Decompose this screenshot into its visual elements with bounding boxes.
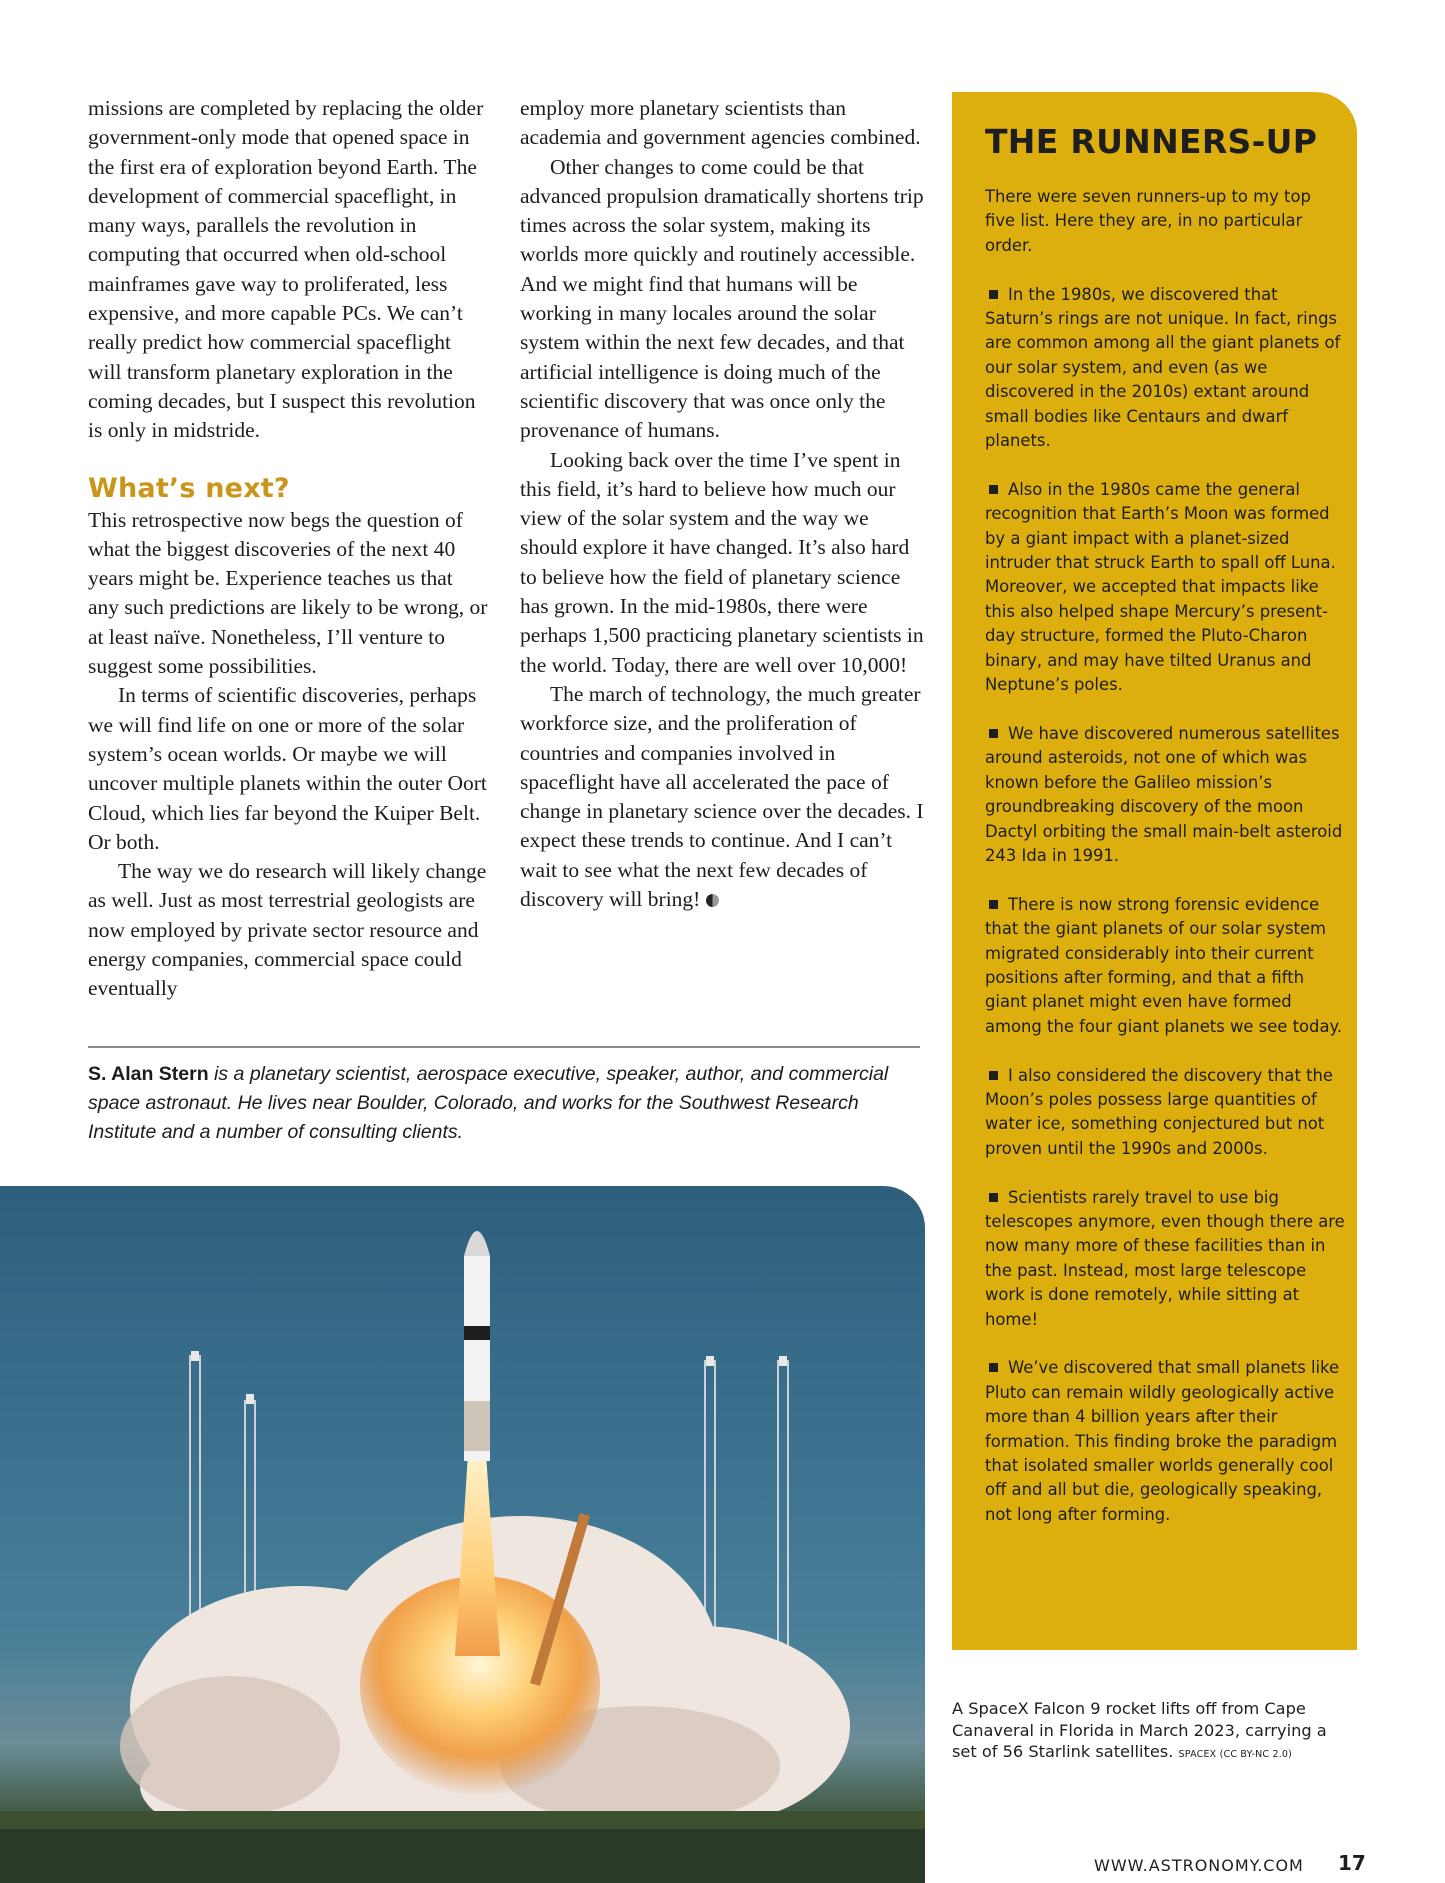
sidebar-item-text: We’ve discovered that small planets like Pluto can remain wildly geologically active more than 4 billion years after their formation. This finding broke the paradigm that isolated smaller worlds generally cool off and all but die, geologically speaking, not long after forming.	[985, 1358, 1340, 1524]
sidebar-item	[985, 1064, 1345, 1162]
author-bio	[88, 1060, 928, 1147]
rocket-launch-illustration	[0, 1186, 925, 1883]
sidebar-item-text: Scientists rarely travel to use big telescopes anymore, even though there are now many more of these facilities than in the past. Instead, most large telescope work is done remotely, while sitting at home!	[985, 1187, 1345, 1329]
bullet-square-icon	[989, 1193, 998, 1202]
sidebar-item	[985, 1186, 1345, 1332]
author-name: S. Alan Stern	[88, 1063, 209, 1085]
sidebar-title: THE RUNNERS-UP	[985, 122, 1318, 161]
article-column-2	[520, 94, 928, 914]
sidebar-intro: There were seven runners-up to my top five list. Here they are, in no particular order.	[985, 187, 1311, 255]
bullet-square-icon	[989, 1071, 998, 1080]
sidebar-body	[985, 185, 1345, 1552]
article-paragraph: missions are completed by replacing the older government-only mode that opened space in the first era of exploration beyond Earth. The development of commercial spaceflight, in many ways, parallels the revolution in computing that occurred when old-school mainframes gave way to proliferated, less expensive, and more capable PCs. We can’t really predict how commercial spaceflight will transform planetary exploration in the coming decades, but I suspect this revolution is only in midstride.	[88, 96, 484, 443]
page-number: 17	[1338, 1851, 1366, 1875]
article-paragraph: This retrospective now begs the question of what the biggest discoveries of the next 40 years might be. Experience teaches us that any such predictions are likely to be wrong, or at least naïve. Nonetheless, I’ll venture to suggest some possibilities.	[88, 507, 488, 679]
sidebar-item	[985, 283, 1345, 454]
runners-up-sidebar	[952, 92, 1357, 1650]
article-paragraph: Other changes to come could be that advanced propulsion dramatically shortens trip times across the solar system, making its worlds more quickly and routinely accessible. And we might find that humans will be working in many locales around the solar system within the next few decades, and that artificial intelligence is doing much of the scientific discovery that was once only the provenance of humans.	[520, 154, 924, 443]
sidebar-item-text: We have discovered numerous satellites around asteroids, not one of which was known before the Galileo mission’s groundbreaking discovery of the moon Dactyl orbiting the small main-belt asteroid 243 Ida in 1991.	[985, 723, 1343, 865]
bullet-square-icon	[989, 729, 998, 738]
article-paragraph: The way we do research will likely change as well. Just as most terrestrial geologists are now employed by private sector resource and energy companies, commercial space could eventually	[88, 859, 487, 1001]
photo-caption	[952, 1698, 1352, 1766]
photo-credit: SPACEX (CC BY-NC 2.0)	[1178, 1749, 1293, 1760]
sidebar-item	[985, 722, 1345, 868]
article-paragraph-text: The march of technology, the much greater workforce size, and the proliferation of countries and companies involved in spaceflight have all accelerated the pace of change in planetary science over the decades. I expect these trends to continue. And I can’t wait to see what the next few decades of discovery will bring!	[520, 681, 924, 912]
bullet-square-icon	[989, 485, 998, 494]
article-paragraph-final	[520, 680, 928, 914]
bullet-square-icon	[989, 900, 998, 909]
bullet-square-icon	[989, 290, 998, 299]
sidebar-item	[985, 478, 1345, 698]
article-paragraph: In terms of scientific discoveries, perhaps we will find life on one or more of the solar system’s ocean worlds. Or maybe we will uncover multiple planets within the outer Oort Cloud, which lies far beyond the Kuiper Belt. Or both.	[88, 683, 487, 854]
rocket-launch-photo	[0, 1186, 925, 1883]
divider	[88, 1046, 920, 1048]
author-bio-text: is a planetary scientist, aerospace executive, speaker, author, and commercial space astronaut. He lives near Boulder, Colorado, and works for the Southwest Research Institute and a number of consulting clients.	[88, 1063, 889, 1143]
end-mark-icon	[706, 894, 719, 907]
footer-url: WWW.ASTRONOMY.COM	[1094, 1856, 1304, 1875]
sidebar-item-text: There is now strong forensic evidence that the giant planets of our solar system migrated considerably into their current positions after forming, and that a fifth giant planet might even have formed among the four giant planets we see today.	[985, 894, 1343, 1036]
bullet-square-icon	[989, 1363, 998, 1372]
article-column-1	[88, 94, 488, 1004]
sidebar-item-text: In the 1980s, we discovered that Saturn’s rings are not unique. In fact, rings are common among all the giant planets of our solar system, and even (as we discovered in the 2010s) extant around small bodies like Centaurs and dwarf planets.	[985, 284, 1341, 451]
sidebar-item-text: I also considered the discovery that the Moon’s poles possess large quantities of water ice, something conjectured but not proven until the 1990s and 2000s.	[985, 1065, 1333, 1158]
sidebar-item	[985, 893, 1345, 1039]
section-heading: What’s next?	[88, 472, 290, 504]
sidebar-item	[985, 1356, 1345, 1527]
sidebar-item-text: Also in the 1980s came the general recognition that Earth’s Moon was formed by a giant impact with a planet-sized intruder that struck Earth to spall off Luna. Moreover, we accepted that impacts like this also helped shape Mercury’s present-day structure, formed the Pluto-Charon binary, and may have tilted Uranus and Neptune’s poles.	[985, 479, 1336, 695]
article-paragraph: employ more planetary scientists than academia and government agencies combined.	[520, 96, 921, 150]
article-paragraph: Looking back over the time I’ve spent in this field, it’s hard to believe how much our view of the solar system and the way we should explore it have changed. It’s also hard to believe how the field of planetary science has grown. In the mid-1980s, there were perhaps 1,500 practicing planetary scientists in the world. Today, there are well over 10,000!	[520, 447, 924, 677]
caption-text: A SpaceX Falcon 9 rocket lifts off from Cape Canaveral in Florida in March 2023, carrying a set of 56 Starlink satellites.	[952, 1699, 1327, 1761]
